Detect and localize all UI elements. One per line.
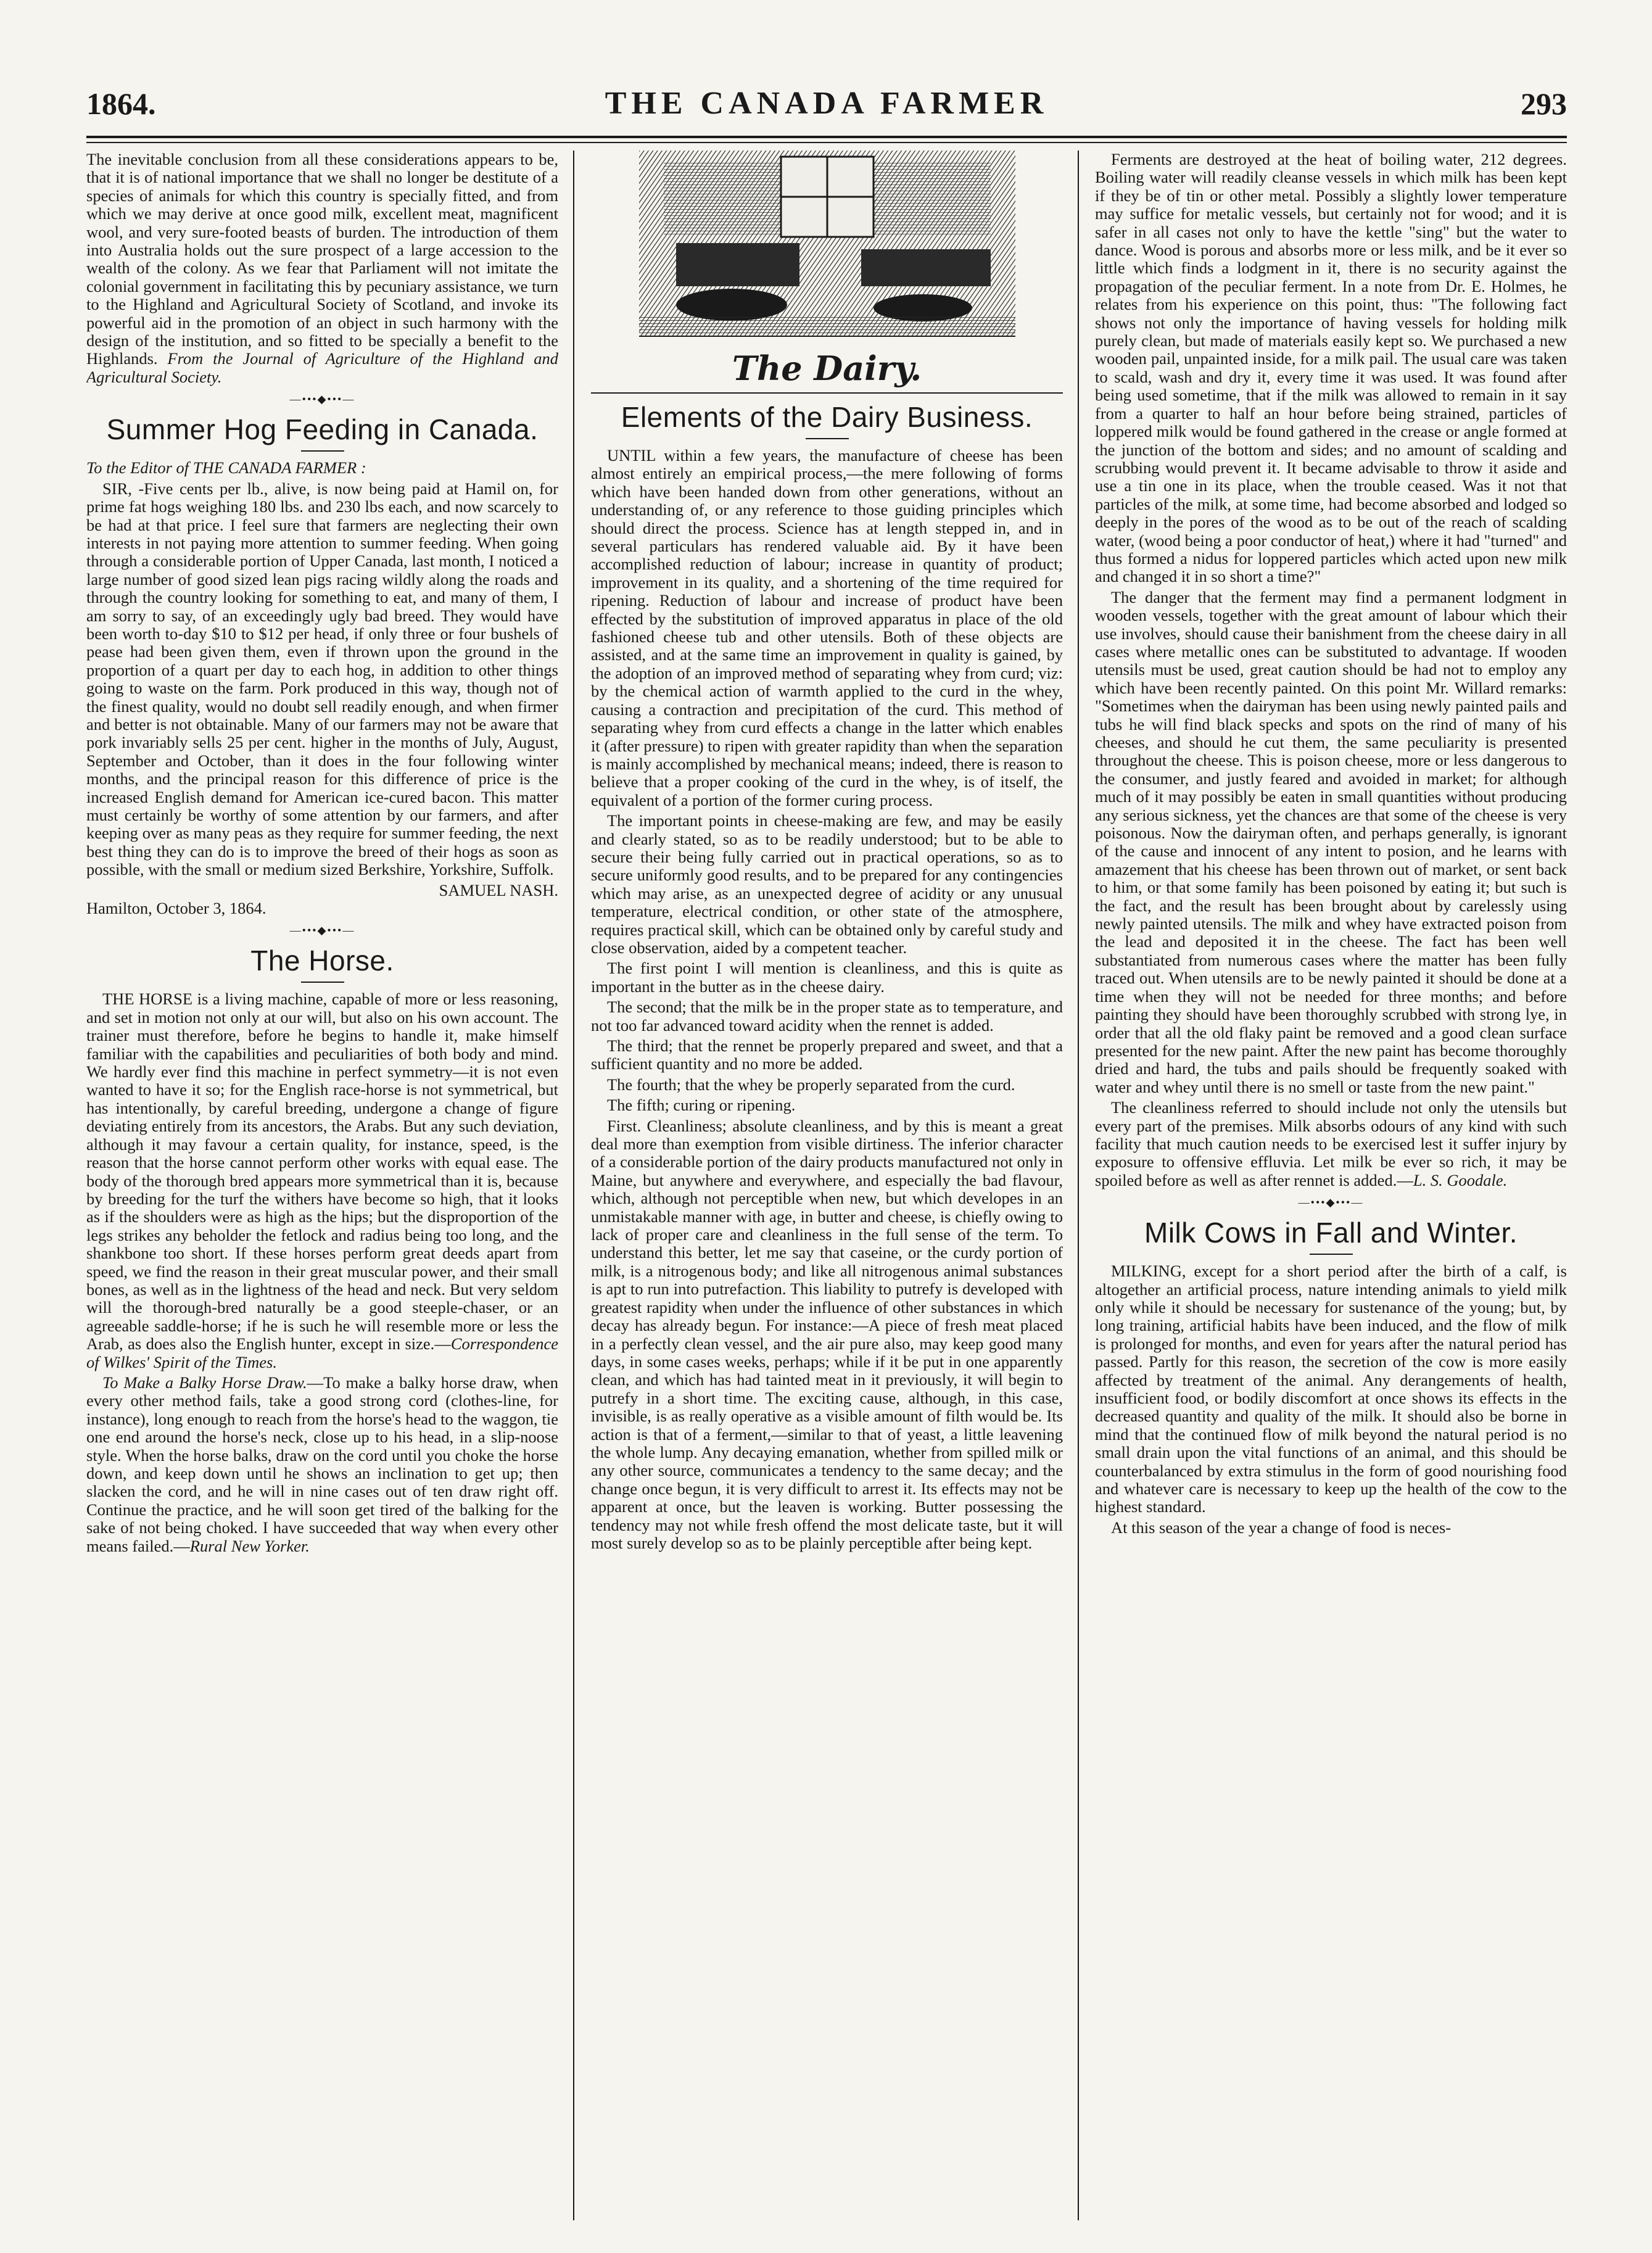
heading-rule [1310, 1254, 1353, 1255]
department-heading: The Dairy. [732, 349, 922, 388]
article-paragraph: The cleanliness referred to should include not only the utensils but every part of the premises. Milk absorbs odours of any kind with such facility that much caution needs to be exercised lest it suffer injury by exposure to offensive effluvia. Let milk be ever so rich, it may be spoiled before as well as after rennet is added.—L. S. Goodale. [1095, 1098, 1567, 1189]
article-heading: Milk Cows in Fall and Winter. [1144, 1217, 1518, 1249]
article-paragraph: The fifth; curing or ripening. [607, 1096, 796, 1115]
article-source: L. S. Goodale. [1413, 1170, 1508, 1189]
article-paragraph: THE HORSE is a living machine, capable of more or less reasoning, and set in motion not only at our will, but also on his own account. The trainer must therefore, before he begins to handle it, make himself familiar with the capabilities and peculiarities of both body and mind. We hardly ever find this machine in perfect symmetry—it is not even wanted to have it so; for the English race-horse is not symmetrical, but has intentionally, by careful breeding, undergone a change of figure deviating entirely from its ancestors, the Arabs. But any such deviation, although it may favour a certain quality, for instance, speed, is the reason that the horse cannot perform other works with equal ease. The body of the thorough bred appears more symmetrical than it is, because by breeding for the turf the withers have become so high, that it looks as if the shoulders were as high as the hips; but the disproportion of the legs strikes any beholder the fetlock and radius being too long, and the shankbone too short. If these horses perform great deeds apart from speed, we find the reason in their great muscular power, and their small bones, as well as in the lightness of the head and neck. But very seldom will the thorough-bred naturally be a good steeple-chaser, or an agreeable saddle-horse; if he is such he will resemble more or less the Arab, as does also the English hunter, except in size.—Correspondence of Wilkes' Spirit of the Times. [86, 990, 558, 1371]
article-paragraph: The third; that the rennet be properly prepared and sweet, and that a sufficient quantity and no more be added. [591, 1036, 1063, 1073]
section-ornament: —•••◆•••— [289, 393, 355, 406]
masthead-rule-thin [86, 142, 1567, 143]
section-ornament: —•••◆•••— [1298, 1196, 1364, 1209]
column-2 [591, 151, 1063, 2220]
column-3 [1095, 151, 1567, 2220]
heading-rule [301, 450, 344, 452]
article-paragraph: The important points in cheese-making are few, and may be easily and clearly stated, so as to be readily understood; but to be able to secure their being fully carried out in practical operations, so as to secure uniformly good results, and to be prepared for any contingencies which may arise, as an unexpected degree of acidity or any unusual temperature, electrical condition, or other state of the atmosphere, requires practical skill, which can be obtained only by careful study and close observation, aided by a competent teacher. [591, 811, 1063, 957]
article-source: Rural New Yorker. [189, 1536, 310, 1555]
dairy-room-engraving [639, 151, 1015, 337]
article-paragraph: SIR, -Five cents per lb., alive, is now being paid at Hamil on, for prime fat hogs weighing 180 lbs. and 230 lbs each, and now scarcely to be had at that price. I feel sure that farmers are neglecting their own interests in not paying more attention to summer feeding. When going through a considerable portion of Upper Canada, last month, I noticed a large number of good sized lean pigs racing wildly along the roads and through the country looking for something to eat, and many of them, I am sorry to say, of an exceedingly ugly bad breed. They would have been worth to-day $10 to $12 per head, if only three or four bushels of pease had been given them, even if thrown upon the ground in the proportion of a quart per day to each hog, in addition to other things going to waste on the farm. Pork produced in this way, though not of the finest quality, would no doubt sell readily enough, and when firmer and better is not obtainable. Many of our farmers may not be aware that pork invariably sells 25 per cent. higher in the months of July, August, September and October, than it does in the four following winter months, and the principal reason for this difference of price is the increased English demand for American ice-cured bacon. This matter must certainly be worthy of some attention by our farmers, and after keeping over as many peas as they require for summer feeding, the next best thing they can do is to improve the breed of their hogs as soon as possible, with the small or medium sized Berkshire, Yorkshire, Suffolk. [86, 479, 558, 879]
issue-year: 1864. [86, 86, 156, 121]
article-paragraph: To Make a Balky Horse Draw.—To make a balky horse draw, when every other method fails, take a good strong cord (clothes-line, for instance), long enough to reach from the horse's head to the waggon, tie one end around the horse's neck, close up to his head, in a slip-noose style. When the horse balks, draw on the cord until you choke the horse down, and keep down until he shows an inclination to get up; then slacken the cord, and he will in nine cases out of ten draw right off. Continue the practice, and he will soon get tired of the balking for the sake of not being choked. I have succeeded that way when every other means failed.—Rural New Yorker. [86, 1373, 558, 1555]
column-1 [86, 151, 558, 2220]
article-paragraph: UNTIL within a few years, the manufacture of cheese has been almost entirely an empirical process,—the mere following of forms which have been handed down from other generations, without an understanding of, or any reference to those guiding principles which should direct the process. Science has at length stepped in, and in several particulars has rendered valuable aid. By it have been accomplished reduction of labour; increase in quantity of product; improvement in its quality, and a shortening of the time required for ripening. Reduction of labour and increase of product have been effected by the substitution of improved apparatus in place of the old fashioned cheese tub and other utensils. Both of these objects are assisted, and at the same time an improvement in quality is gained, by the adoption of an improved method of separating whey from curd; viz: by the chemical action of warmth applied to the curd in the whey, causing a contraction and precipitation of the curd. This method of separating whey from curd effects a change in the latter which enables it (after pressure) to ripen with greater rapidity than when the separation is mainly accomplished by mechanical means; indeed, there is reason to believe that a proper cooking of the curd in the whey, is of itself, the equivalent of a portion of the former curing process. [591, 446, 1063, 809]
newspaper-title: THE CANADA FARMER [605, 86, 1049, 121]
column-divider [1078, 151, 1079, 2220]
article-heading: Summer Hog Feeding in Canada. [106, 413, 539, 446]
letter-salutation: To the Editor of THE CANADA FARMER : [86, 458, 366, 477]
article-heading: The Horse. [250, 945, 394, 977]
column-divider [573, 151, 574, 2220]
heading-rule [806, 438, 849, 439]
article-paragraph: Ferments are destroyed at the heat of boiling water, 212 degrees. Boiling water will readily cleanse vessels in which milk has been kept if they be of tin or other metal. Possibly a slightly lower temperature may suffice for metalic vessels, but certainly not for wood; and it is safer in all cases not only to have the kettle "sing" but the water to dance. Wood is porous and absorbs more or less milk, and be it ever so little which finds a lodgment in it, there is no security against the propagation of the peculiar ferment. In a note from Dr. E. Holmes, he relates from his experience on this point, thus: "The following fact shows not only the importance of having vessels for holding milk purely clean, but made of materials easily kept so. We purchased a new wooden pail, unpainted inside, for a milk pail. The usual care was taken to scald, wash and dry it, every time it was used. It was found after being used sometime, that if the milk was allowed to remain in it say from a quarter to half an hour before being strained, particles of loppered milk would be found gathered in the crease or angle formed at the junction of the bottom and sides; and no amount of scalding and scrubbing would prevent it. It became advisable to throw it aside and use a tin one in its place, when the trouble ceased. Was it not that particles of the milk, at some time, had become absorbed and lodged so deeply in the pores of the wood as to be out of the reach of scalding water, (wood being a poor conductor of heat,) where it had "turned" and thus formed a nidus for loppered particles which acted upon new milk and changed it in so short a time?" [1095, 151, 1567, 586]
letter-dateline: Hamilton, October 3, 1864. [86, 899, 266, 918]
subsection-title: To Make a Balky Horse Draw. [102, 1373, 307, 1392]
article-source: Correspondence of Wilkes' Spirit of the Times. [86, 1334, 558, 1371]
article-paragraph: First. Cleanliness; absolute cleanliness, and by this is meant a great deal more than exemption from visible dirtiness. The inferior character of a considerable portion of the dairy products manufactured not only in Maine, but anywhere and everywhere, and especially the bad flavour, which, although not perceptible when new, but which developes in an unmistakable manner with age, in butter and cheese, is chiefly owing to lack of proper care and cleanliness in the full sense of the term. To understand this better, let me say that caseine, or the curdy portion of milk, is a nitrogenous body; and like all nitrogenous animal substances is apt to run into putrefaction. This liability to putrefy is developed with greatest rapidity when under the influence of other substances in which decay has already begun. For instance:—A piece of fresh meat placed in a perfectly clean vessel, and the air pure also, may keep good many days, in some cases weeks, perhaps; while if it be put in one apparently clean, and which has had tainted meat in it previously, it will begin to putrefy in a short time. The exciting cause, although, in this case, invisible, is as really operative as a visible amount of filth would be. Its action is that of a ferment,—similar to that of yeast, a little leavening the whole lump. Any decaying emanation, whether from spilled milk or any other source, communicates a tendency to the same decay; and the change once begun, it is very difficult to arrest it. Its effects may not be apparent at once, but the leaven is working. Butter possessing the tendency may not while fresh offend the most delicate taste, but it will most surely develop so as to be plainly perceptible after being kept. [591, 1116, 1063, 1552]
page-number: 293 [1521, 86, 1567, 121]
heading-rule [591, 392, 1063, 394]
article-source: From the Journal of Agriculture of the Highland and Agricultural Society. [86, 349, 558, 386]
article-paragraph: MILKING, except for a short period after the birth of a calf, is altogether an artificial process, nature intending animals to yield milk only while it should be necessary for sustenance of the young; but, by long training, artificial habits have been induced, and the flow of milk is prolonged for months, and even for years after the natural period has passed. Partly for this reason, the secretion of the cow is more easily affected by treatment of the animal. Any derangements of health, insufficient food, or bodily discomfort at once shows its effects in the decreased quantity and quality of the milk. It should also be borne in mind that the continued flow of milk beyond the natural period is no small drain upon the vital functions of an animal, and this should be counterbalanced by extra stimulus in the form of good nourishing food and whatever care is necessary to keep up the health of the cow to the highest standard. [1095, 1262, 1567, 1516]
article-paragraph: The fourth; that the whey be properly separated from the curd. [607, 1075, 1015, 1094]
masthead-rule [86, 136, 1567, 138]
article-heading: Elements of the Dairy Business. [621, 401, 1033, 433]
article-paragraph: The first point I will mention is cleanliness, and this is quite as important in the butter as in the cheese dairy. [591, 959, 1063, 996]
article-paragraph: At this season of the year a change of food is neces- [1111, 1518, 1452, 1537]
masthead [86, 79, 1567, 128]
letter-signature: SAMUEL NASH. [439, 880, 558, 899]
article-paragraph: The inevitable conclusion from all these considerations appears to be, that it is of national importance that we shall no longer be destitute of a species of animals for which this country is specially fitted, and from which we may derive at once good milk, excellent meat, magnificent wool, and very sure-footed beasts of burden. The introduction of them into Australia holds out the sure prospect of a large accession to the wealth of the colony. As we fear that Parliament will not imitate the colonial government in facilitating this by pecuniary assistance, we turn to the Highland and Agricultural Society of Scotland, and invoke its powerful aid in the promotion of an object in such harmony with the design of the institution, and so fitted to be specially a benefit to the Highlands. From the Journal of Agriculture of the Highland and Agricultural Society. [86, 151, 558, 386]
article-paragraph: The danger that the ferment may find a permanent lodgment in wooden vessels, together with the great amount of labour which their use involves, should cause their banishment from the cheese dairy in all cases where metallic ones can be substituted to advantage. If wooden utensils must be used, great caution should be had not to employ any which have been recently painted. On this point Mr. Willard remarks: "Sometimes when the dairyman has been using newly painted pails and tubs he will find black specks and spots on the rind of many of his cheeses, and should he cut them, the same peculiarity is presented throughout the cheese. This is poison cheese, more or less dangerous to the consumer, and justly feared and avoided in market; for although much of it may possibly be eaten in small quantities without producing any serious sickness, yet the chances are that some of the cheese is very poisonous. Now the dairyman often, and perhaps generally, is ignorant of the cause and innocent of any intent to posion, and he learns with amazement that his cheese has been thrown out of market, or sent back to him, or that some family has been poisoned by eating it; but such is the fact, and the result has been brought about by carelessly using newly painted utensils. The milk and whey have extracted poison from the lead and deposited it in the cheese. The fact has been well substantiated from numerous cases where the matter has been fully traced out. When utensils are to be newly painted it should be done at a time when they will not be needed for three months; and before painting they should have been thoroughly scrubbed with strong lye, in order that all the old flaky paint be removed and a good clean surface presented for the new paint. After the new paint has become thoroughly dried and hard, the tubs and pails should be frequently soaked with water and whey until there is no smell or taste from the new paint." [1095, 587, 1567, 1096]
article-paragraph: The second; that the milk be in the proper state as to temperature, and not too far advanced toward acidity when the rennet is added. [591, 998, 1063, 1035]
section-ornament: —•••◆•••— [289, 924, 355, 937]
heading-rule [301, 982, 344, 983]
